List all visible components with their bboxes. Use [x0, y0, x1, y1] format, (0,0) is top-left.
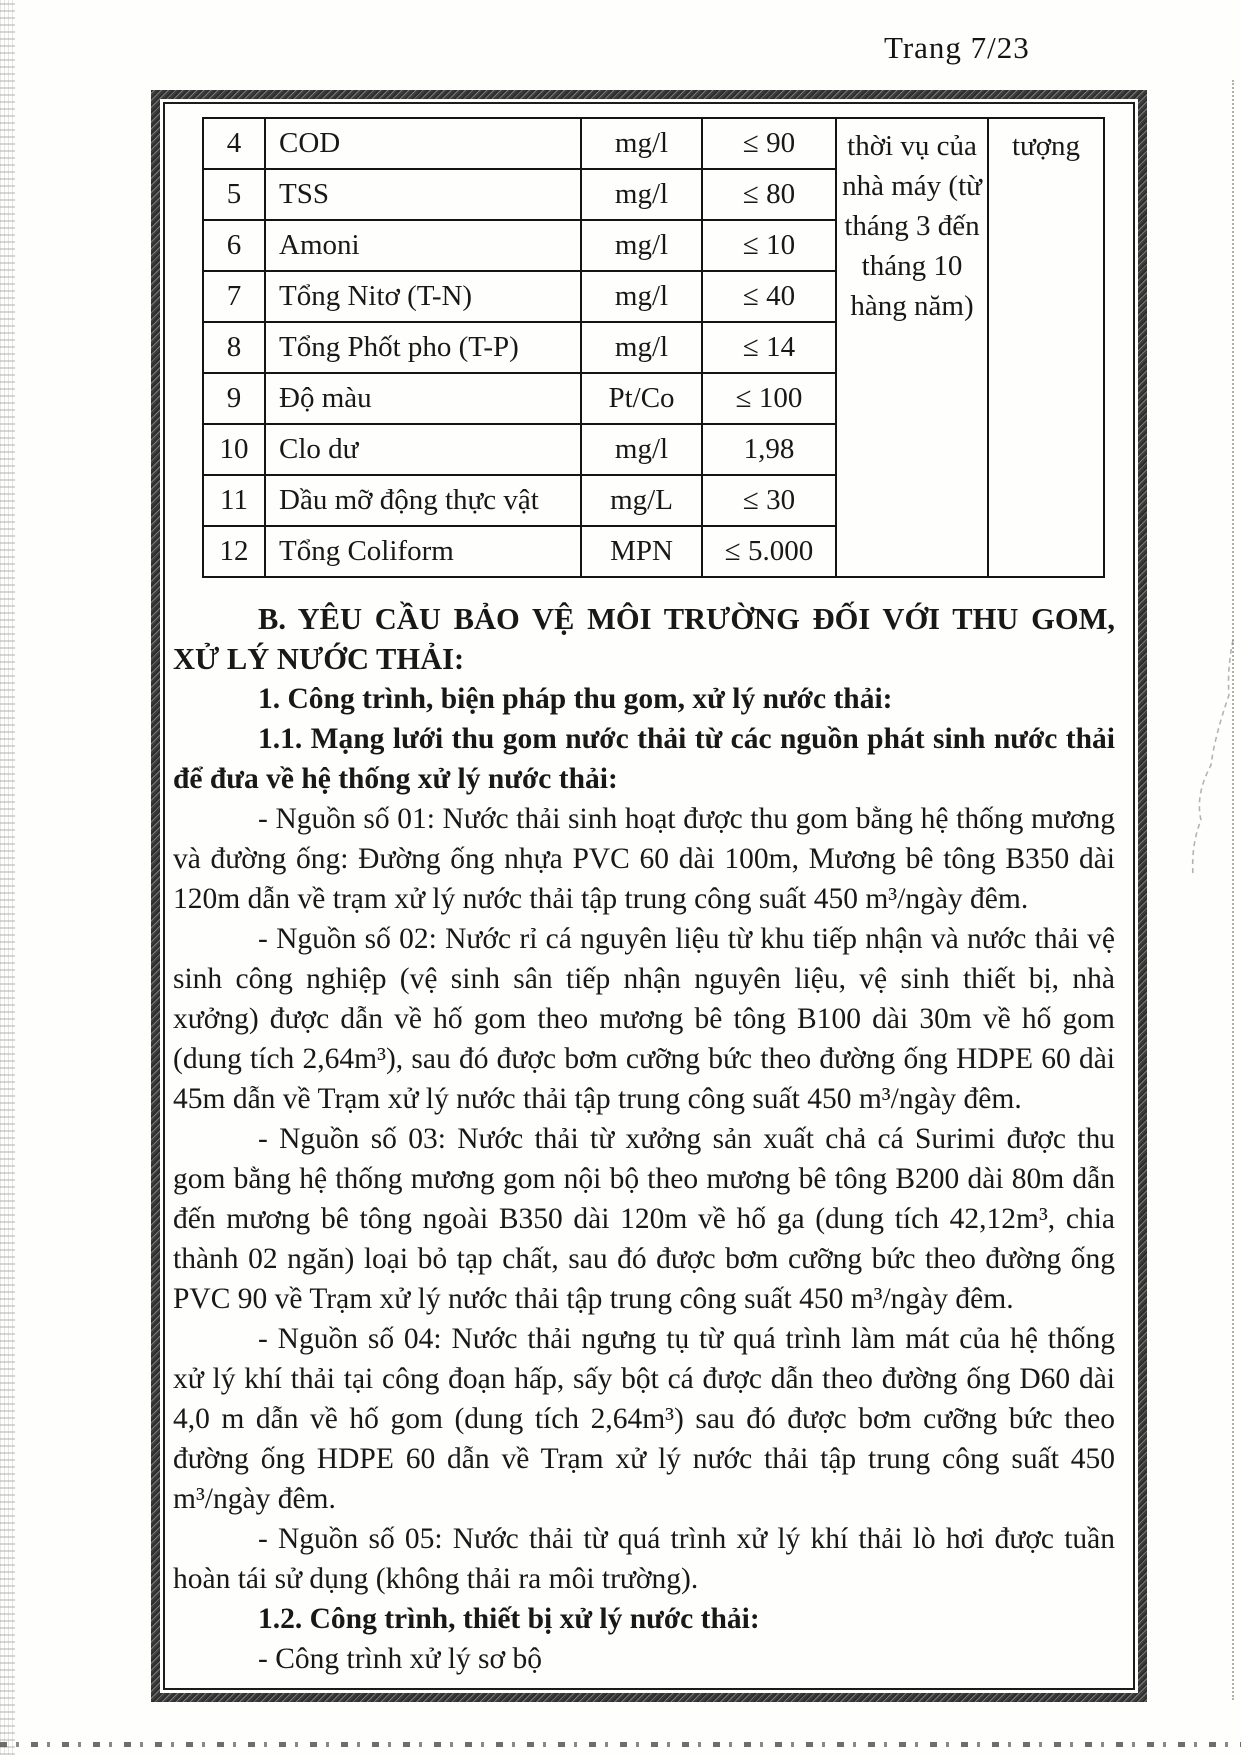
limit-value-cell: ≤ 14	[702, 322, 836, 373]
row-number-cell: 5	[203, 169, 265, 220]
parameter-name-cell: Amoni	[265, 220, 581, 271]
row-number-cell: 4	[203, 118, 265, 169]
row-number-cell: 10	[203, 424, 265, 475]
paragraph-source-02: - Nguồn số 02: Nước rỉ cá nguyên liệu từ khu tiếp nhận và nước thải vệ sinh công nghiệp (vệ sinh sân tiếp nhận nguyên liệu, vệ sinh thiết bị, nhà xưởng) được dẫn về hố gom theo mương bê tông B100 dài 30m về hố gom (dung tích 2,64m³), sau đó được bơm cưỡng bức theo đường ống HDPE 60 dài 45m dẫn về Trạm xử lý nước thải tập trung công suất 450 m³/ngày đêm.	[173, 923, 1115, 1115]
row-number-cell: 9	[203, 373, 265, 424]
row-number-cell: 11	[203, 475, 265, 526]
unit-cell: mg/l	[581, 271, 702, 322]
scan-noise-left-strip	[0, 0, 15, 1755]
scan-noise-right-line	[1232, 80, 1234, 1700]
unit-cell: Pt/Co	[581, 373, 702, 424]
margin-scribble-artifact	[1185, 630, 1241, 890]
paragraph-source-03: - Nguồn số 03: Nước thải từ xưởng sản xuất chả cá Surimi được thu gom bằng hệ thống mương gom nội bộ theo mương bê tông B200 dài 80m dẫn đến mương bê tông ngoài B350 dài 120m về hố ga (dung tích 42,12m³, chia thành 02 ngăn) loại bỏ tạp chất, sau đó được bơm cưỡng bức theo đường ống PVC 90 về Trạm xử lý nước thải tập trung công suất 450 m³/ngày đêm.	[173, 1123, 1115, 1315]
paragraph-source-05: - Nguồn số 05: Nước thải từ quá trình xử lý khí thải lò hơi được tuần hoàn tái sử dụng (không thải ra môi trường).	[173, 1523, 1115, 1595]
row-number-cell: 8	[203, 322, 265, 373]
parameter-name-cell: Tổng Nitơ (T-N)	[265, 271, 581, 322]
table-row	[203, 118, 1104, 169]
parameters-table	[202, 117, 1105, 578]
limit-value-cell: ≤ 90	[702, 118, 836, 169]
page-number-label: Trang 7/23	[884, 30, 1030, 65]
limit-value-cell: 1,98	[702, 424, 836, 475]
parameter-name-cell: TSS	[265, 169, 581, 220]
parameter-name-cell: Clo dư	[265, 424, 581, 475]
unit-cell: MPN	[581, 526, 702, 577]
unit-cell: mg/l	[581, 220, 702, 271]
limit-value-cell: ≤ 10	[702, 220, 836, 271]
parameter-name-cell: Tổng Phốt pho (T-P)	[265, 322, 581, 373]
limit-value-cell: ≤ 80	[702, 169, 836, 220]
section-b-heading: B. YÊU CẦU BẢO VỆ MÔI TRƯỜNG ĐỐI VỚI THU GOM, XỬ LÝ NƯỚC THẢI:	[173, 602, 1115, 676]
unit-cell: mg/l	[581, 322, 702, 373]
unit-cell: mg/l	[581, 424, 702, 475]
page-frame	[151, 90, 1147, 1702]
parameter-name-cell: Tổng Coliform	[265, 526, 581, 577]
frame-inner-line	[163, 102, 1135, 1690]
unit-cell: mg/L	[581, 475, 702, 526]
row-number-cell: 7	[203, 271, 265, 322]
document-body	[173, 599, 1115, 1679]
parameter-name-cell: Độ màu	[265, 373, 581, 424]
scan-noise-bottom-strip	[0, 1742, 1241, 1747]
paragraph-pretreatment: - Công trình xử lý sơ bộ	[258, 1643, 542, 1675]
unit-cell: mg/l	[581, 118, 702, 169]
limit-value-cell: ≤ 100	[702, 373, 836, 424]
limit-value-cell: ≤ 5.000	[702, 526, 836, 577]
parameter-name-cell: COD	[265, 118, 581, 169]
row-number-cell: 6	[203, 220, 265, 271]
parameter-name-cell: Dầu mỡ động thực vật	[265, 475, 581, 526]
paragraph-source-04: - Nguồn số 04: Nước thải ngưng tụ từ quá trình làm mát của hệ thống xử lý khí thải tại công đoạn hấp, sấy bột cá được dẫn theo đường ống D60 dài 4,0 m dẫn về hố gom (dung tích 2,64m³) sau đó được bơm cưỡng bức theo đường ống HDPE 60 dẫn về Trạm xử lý nước thải tập trung công suất 450 m³/ngày đêm.	[173, 1323, 1115, 1515]
schedule-note-cell: thời vụ của nhà máy (từ tháng 3 đến tháng 10 hàng năm)	[836, 118, 988, 577]
subsection-1-heading: 1. Công trình, biện pháp thu gom, xử lý nước thải:	[258, 683, 893, 715]
unit-cell: mg/l	[581, 169, 702, 220]
subsection-1-1-heading: 1.1. Mạng lưới thu gom nước thải từ các nguồn phát sinh nước thải để đưa về hệ thống xử lý nước thải:	[173, 723, 1115, 795]
limit-value-cell: ≤ 30	[702, 475, 836, 526]
page-content	[165, 104, 1133, 1688]
subsection-1-2-heading: 1.2. Công trình, thiết bị xử lý nước thải:	[258, 1603, 760, 1635]
paragraph-source-01: - Nguồn số 01: Nước thải sinh hoạt được thu gom bằng hệ thống mương và đường ống: Đường ống nhựa PVC 60 dài 100m, Mương bê tông B350 dài 120m dẫn về trạm xử lý nước thải tập trung công suất 450 m³/ngày đêm.	[173, 803, 1115, 915]
limit-value-cell: ≤ 40	[702, 271, 836, 322]
row-number-cell: 12	[203, 526, 265, 577]
monitoring-note-cell: tượng	[988, 118, 1104, 577]
